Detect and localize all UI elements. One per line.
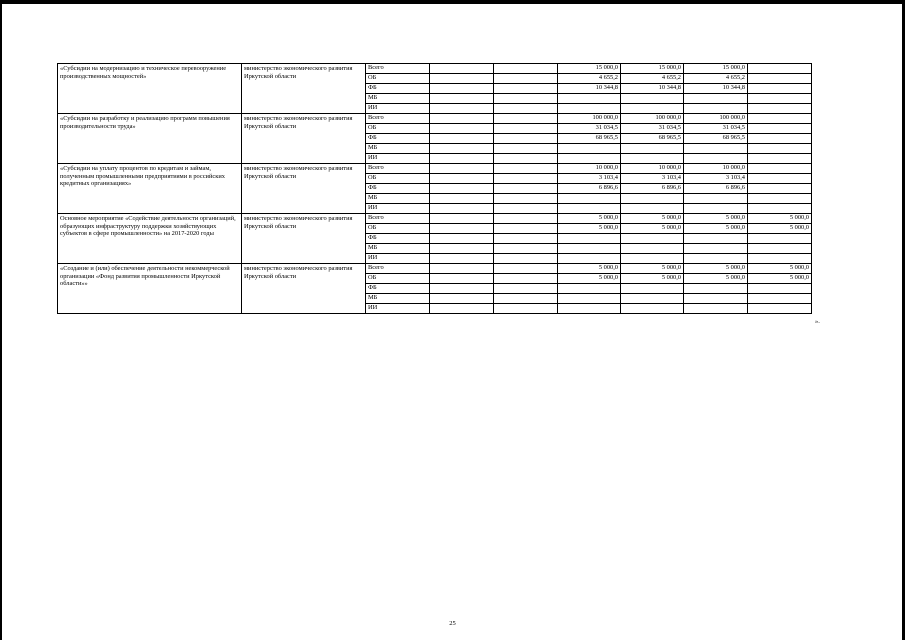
amount-cell xyxy=(684,194,748,204)
amount-cell: 10 344,8 xyxy=(621,84,684,94)
amount-cell xyxy=(558,154,621,164)
amount-cell xyxy=(494,84,558,94)
amount-cell xyxy=(430,264,494,274)
amount-cell xyxy=(748,124,812,134)
amount-cell xyxy=(494,284,558,294)
amount-cell: 10 000,0 xyxy=(684,164,748,174)
funding-source-cell: ФБ xyxy=(366,134,430,144)
amount-cell: 68 965,5 xyxy=(558,134,621,144)
funding-source-cell: Всего xyxy=(366,164,430,174)
amount-cell: 3 103,4 xyxy=(684,174,748,184)
amount-cell: 5 000,0 xyxy=(558,274,621,284)
measure-name: «Субсидии на разработку и реализацию программ повышения производительности труда» xyxy=(58,114,242,164)
amount-cell xyxy=(748,204,812,214)
amount-cell: 5 000,0 xyxy=(558,264,621,274)
amount-cell xyxy=(748,184,812,194)
funding-source-cell: ОБ xyxy=(366,174,430,184)
amount-cell: 5 000,0 xyxy=(621,274,684,284)
funding-source-cell: Всего xyxy=(366,264,430,274)
amount-cell: 68 965,5 xyxy=(684,134,748,144)
amount-cell xyxy=(430,164,494,174)
amount-cell xyxy=(430,144,494,154)
amount-cell xyxy=(748,84,812,94)
amount-cell xyxy=(494,214,558,224)
amount-cell: 5 000,0 xyxy=(621,264,684,274)
amount-cell xyxy=(430,194,494,204)
amount-cell: 31 034,5 xyxy=(684,124,748,134)
funding-source-cell: ИИ xyxy=(366,204,430,214)
amount-cell xyxy=(684,234,748,244)
funding-source-cell: ИИ xyxy=(366,104,430,114)
amount-cell xyxy=(494,174,558,184)
amount-cell xyxy=(621,144,684,154)
funding-source-cell: МБ xyxy=(366,94,430,104)
amount-cell xyxy=(621,254,684,264)
table-row xyxy=(58,214,812,224)
amount-cell xyxy=(494,274,558,284)
amount-cell xyxy=(748,114,812,124)
amount-cell xyxy=(748,194,812,204)
amount-cell xyxy=(684,204,748,214)
amount-cell xyxy=(430,234,494,244)
amount-cell xyxy=(684,94,748,104)
amount-cell xyxy=(494,304,558,314)
funding-source-cell: Всего xyxy=(366,114,430,124)
amount-cell xyxy=(430,124,494,134)
amount-cell xyxy=(621,234,684,244)
amount-cell xyxy=(684,294,748,304)
amount-cell xyxy=(558,234,621,244)
trailing-mark: ». xyxy=(815,318,820,325)
measure-name: «Субсидии на уплату процентов по кредитам и займам, полученным промышленными предприятиями в российских кредитных организациях» xyxy=(58,164,242,214)
funding-source-cell: ФБ xyxy=(366,284,430,294)
amount-cell xyxy=(494,184,558,194)
amount-cell xyxy=(430,294,494,304)
amount-cell: 5 000,0 xyxy=(558,214,621,224)
amount-cell xyxy=(684,254,748,264)
amount-cell xyxy=(748,64,812,74)
funding-source-cell: ИИ xyxy=(366,304,430,314)
amount-cell: 6 896,6 xyxy=(558,184,621,194)
amount-cell xyxy=(494,114,558,124)
amount-cell xyxy=(748,104,812,114)
amount-cell xyxy=(558,254,621,264)
amount-cell xyxy=(748,284,812,294)
amount-cell: 3 103,4 xyxy=(621,174,684,184)
amount-cell: 4 655,2 xyxy=(558,74,621,84)
amount-cell: 6 896,6 xyxy=(684,184,748,194)
table-row xyxy=(58,164,812,174)
amount-cell xyxy=(558,294,621,304)
amount-cell: 10 000,0 xyxy=(558,164,621,174)
page-number: 25 xyxy=(449,620,456,627)
amount-cell: 15 000,0 xyxy=(621,64,684,74)
amount-cell xyxy=(684,304,748,314)
amount-cell xyxy=(430,254,494,264)
amount-cell xyxy=(621,204,684,214)
amount-cell xyxy=(430,134,494,144)
amount-cell xyxy=(494,64,558,74)
amount-cell xyxy=(430,214,494,224)
amount-cell xyxy=(558,144,621,154)
amount-cell: 4 655,2 xyxy=(684,74,748,84)
budget-table xyxy=(57,63,812,314)
amount-cell xyxy=(558,94,621,104)
amount-cell xyxy=(430,154,494,164)
amount-cell xyxy=(430,204,494,214)
executor-cell: министерство экономического развития Иркутской области xyxy=(242,114,366,164)
amount-cell: 10 000,0 xyxy=(621,164,684,174)
amount-cell xyxy=(430,84,494,94)
amount-cell xyxy=(621,94,684,104)
amount-cell xyxy=(621,294,684,304)
amount-cell xyxy=(558,104,621,114)
funding-source-cell: МБ xyxy=(366,144,430,154)
amount-cell xyxy=(430,74,494,84)
amount-cell xyxy=(494,144,558,154)
amount-cell xyxy=(621,284,684,294)
amount-cell xyxy=(748,294,812,304)
executor-cell: министерство экономического развития Иркутской области xyxy=(242,264,366,314)
amount-cell: 10 344,8 xyxy=(558,84,621,94)
amount-cell xyxy=(430,64,494,74)
amount-cell xyxy=(494,104,558,114)
amount-cell: 5 000,0 xyxy=(684,224,748,234)
amount-cell xyxy=(494,224,558,234)
amount-cell xyxy=(430,94,494,104)
amount-cell xyxy=(494,124,558,134)
amount-cell xyxy=(684,104,748,114)
amount-cell xyxy=(494,164,558,174)
amount-cell: 5 000,0 xyxy=(558,224,621,234)
measure-name: Основное мероприятие «Содействие деятельности организаций, образующих инфраструктуру поддержки хозяйствующих субъектов в сфере промышленности» на 2017-2020 годы xyxy=(58,214,242,264)
amount-cell: 5 000,0 xyxy=(684,264,748,274)
amount-cell: 4 655,2 xyxy=(621,74,684,84)
funding-source-cell: ОБ xyxy=(366,274,430,284)
amount-cell xyxy=(494,154,558,164)
amount-cell xyxy=(494,264,558,274)
amount-cell xyxy=(430,304,494,314)
table-row xyxy=(58,264,812,274)
amount-cell: 5 000,0 xyxy=(748,264,812,274)
amount-cell: 31 034,5 xyxy=(621,124,684,134)
amount-cell xyxy=(494,254,558,264)
funding-source-cell: МБ xyxy=(366,244,430,254)
amount-cell xyxy=(494,294,558,304)
executor-cell: министерство экономического развития Иркутской области xyxy=(242,214,366,264)
amount-cell xyxy=(748,234,812,244)
executor-cell: министерство экономического развития Иркутской области xyxy=(242,64,366,114)
executor-cell: министерство экономического развития Иркутской области xyxy=(242,164,366,214)
amount-cell: 5 000,0 xyxy=(748,214,812,224)
amount-cell xyxy=(558,194,621,204)
funding-source-cell: ФБ xyxy=(366,234,430,244)
funding-source-cell: ИИ xyxy=(366,154,430,164)
amount-cell xyxy=(494,244,558,254)
funding-source-cell: Всего xyxy=(366,64,430,74)
amount-cell xyxy=(748,154,812,164)
amount-cell: 15 000,0 xyxy=(558,64,621,74)
amount-cell: 100 000,0 xyxy=(558,114,621,124)
amount-cell xyxy=(494,194,558,204)
amount-cell xyxy=(684,244,748,254)
measure-name: «Субсидии на модернизацию и техническое перевооружение производственных мощностей» xyxy=(58,64,242,114)
amount-cell xyxy=(748,244,812,254)
amount-cell: 5 000,0 xyxy=(748,224,812,234)
amount-cell xyxy=(494,134,558,144)
amount-cell xyxy=(430,274,494,284)
amount-cell: 5 000,0 xyxy=(621,214,684,224)
amount-cell: 6 896,6 xyxy=(621,184,684,194)
amount-cell: 100 000,0 xyxy=(684,114,748,124)
amount-cell xyxy=(430,224,494,234)
amount-cell xyxy=(748,134,812,144)
funding-source-cell: ИИ xyxy=(366,254,430,264)
amount-cell xyxy=(430,244,494,254)
amount-cell xyxy=(621,304,684,314)
amount-cell xyxy=(494,204,558,214)
funding-source-cell: МБ xyxy=(366,294,430,304)
funding-source-cell: МБ xyxy=(366,194,430,204)
amount-cell xyxy=(494,94,558,104)
amount-cell xyxy=(621,154,684,164)
amount-cell xyxy=(430,114,494,124)
amount-cell xyxy=(430,104,494,114)
amount-cell: 31 034,5 xyxy=(558,124,621,134)
measure-name: «Создание и (или) обеспечение деятельности некоммерческой организации «Фонд развития промышленности Иркутской области»» xyxy=(58,264,242,314)
amount-cell xyxy=(684,284,748,294)
amount-cell: 5 000,0 xyxy=(621,224,684,234)
amount-cell xyxy=(494,74,558,84)
amount-cell xyxy=(430,174,494,184)
amount-cell xyxy=(748,304,812,314)
amount-cell xyxy=(621,104,684,114)
funding-source-cell: ОБ xyxy=(366,124,430,134)
amount-cell: 5 000,0 xyxy=(684,214,748,224)
amount-cell xyxy=(558,284,621,294)
funding-source-cell: Всего xyxy=(366,214,430,224)
amount-cell xyxy=(748,74,812,84)
funding-source-cell: ОБ xyxy=(366,74,430,84)
amount-cell: 10 344,8 xyxy=(684,84,748,94)
amount-cell xyxy=(684,154,748,164)
amount-cell xyxy=(684,144,748,154)
amount-cell xyxy=(430,184,494,194)
funding-source-cell: ФБ xyxy=(366,84,430,94)
amount-cell xyxy=(748,164,812,174)
amount-cell xyxy=(494,234,558,244)
amount-cell xyxy=(558,304,621,314)
table-row xyxy=(58,114,812,124)
amount-cell xyxy=(558,204,621,214)
table-row xyxy=(58,64,812,74)
amount-cell xyxy=(621,194,684,204)
amount-cell xyxy=(748,174,812,184)
amount-cell: 15 000,0 xyxy=(684,64,748,74)
amount-cell: 3 103,4 xyxy=(558,174,621,184)
amount-cell xyxy=(748,254,812,264)
amount-cell xyxy=(430,284,494,294)
funding-source-cell: ОБ xyxy=(366,224,430,234)
amount-cell: 100 000,0 xyxy=(621,114,684,124)
amount-cell: 5 000,0 xyxy=(684,274,748,284)
amount-cell xyxy=(748,94,812,104)
amount-cell: 68 965,5 xyxy=(621,134,684,144)
amount-cell xyxy=(558,244,621,254)
amount-cell xyxy=(621,244,684,254)
funding-source-cell: ФБ xyxy=(366,184,430,194)
table-body xyxy=(58,64,812,314)
amount-cell: 5 000,0 xyxy=(748,274,812,284)
amount-cell xyxy=(748,144,812,154)
